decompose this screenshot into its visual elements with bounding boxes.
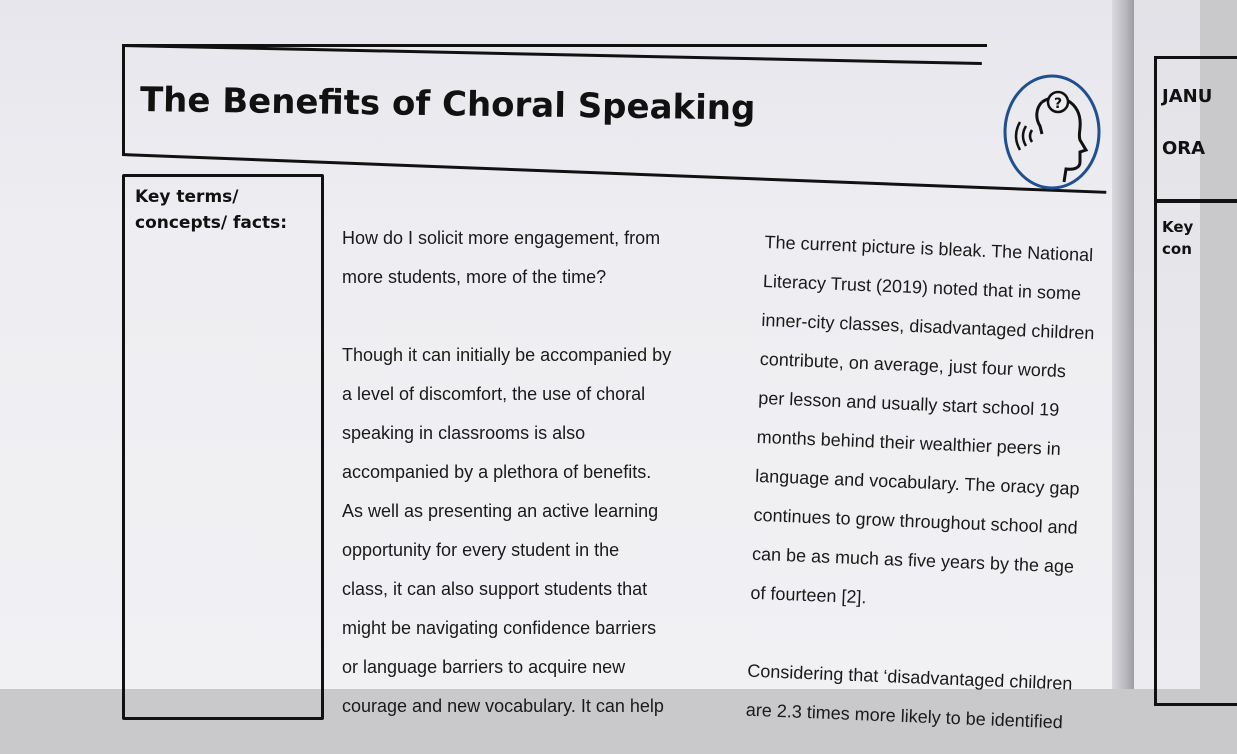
text-line: Though it can initially be accompanied by — [342, 345, 672, 365]
text-line: inner-city classes, disadvantaged children — [761, 309, 1095, 344]
text-line: contribute, on average, just four words — [759, 348, 1067, 382]
next-page-text-1: JANU — [1162, 86, 1213, 107]
text-line: per lesson and usually start school 19 — [757, 387, 1060, 420]
key-terms-label — [135, 184, 305, 236]
text-line: months behind their wealthier peers in — [756, 426, 1062, 460]
text-line: Considering that ‘disadvantaged children — [746, 660, 1073, 694]
text-line: Literacy Trust (2019) noted that in some — [762, 270, 1082, 304]
text-line: of fourteen [2]. — [750, 582, 867, 608]
next-page — [1134, 0, 1213, 689]
next-page-text-4: con — [1162, 240, 1192, 258]
next-page-text-2: ORA — [1162, 138, 1206, 159]
text-line: continues to grow throughout school and — [753, 504, 1079, 538]
text-line: are 2.3 times more likely to be identified — [745, 699, 1064, 733]
body-column-right — [745, 232, 1145, 754]
text-line: language and vocabulary. The oracy gap — [754, 465, 1080, 499]
head-speaking-question-icon — [1002, 72, 1102, 192]
text-line — [342, 306, 742, 345]
text-line: As well as presenting an active learning — [342, 501, 659, 521]
page-title: The Benefits of Choral Speaking — [139, 80, 756, 129]
text-line: courage and new vocabulary. It can help — [342, 696, 664, 716]
key-terms-label-line1: Key terms/ — [135, 187, 239, 207]
text-line: The current picture is bleak. The National — [764, 232, 1094, 266]
text-line: opportunity for every student in the — [342, 540, 620, 560]
text-line: How do I solicit more engagement, from — [342, 228, 661, 248]
next-page-key-box — [1154, 200, 1237, 706]
next-page-text-3: Key — [1162, 218, 1194, 236]
text-line: more students, more of the time? — [342, 267, 607, 287]
text-line: speaking in classrooms is also — [342, 423, 586, 443]
body-column-left — [342, 228, 742, 735]
text-line: can be as much as five years by the age — [751, 543, 1075, 577]
text-line: might be navigating confidence barriers — [342, 618, 657, 638]
text-line: class, it can also support students that — [342, 579, 648, 599]
next-page-title-box — [1154, 56, 1237, 202]
text-line: accompanied by a plethora of benefits. — [342, 462, 652, 482]
key-terms-label-line2: concepts/ facts: — [135, 213, 287, 233]
key-terms-box — [122, 174, 324, 720]
text-line: or language barriers to acquire new — [342, 657, 626, 677]
svg-text:?: ? — [1054, 96, 1063, 112]
text-line: a level of discomfort, the use of choral — [342, 384, 646, 404]
